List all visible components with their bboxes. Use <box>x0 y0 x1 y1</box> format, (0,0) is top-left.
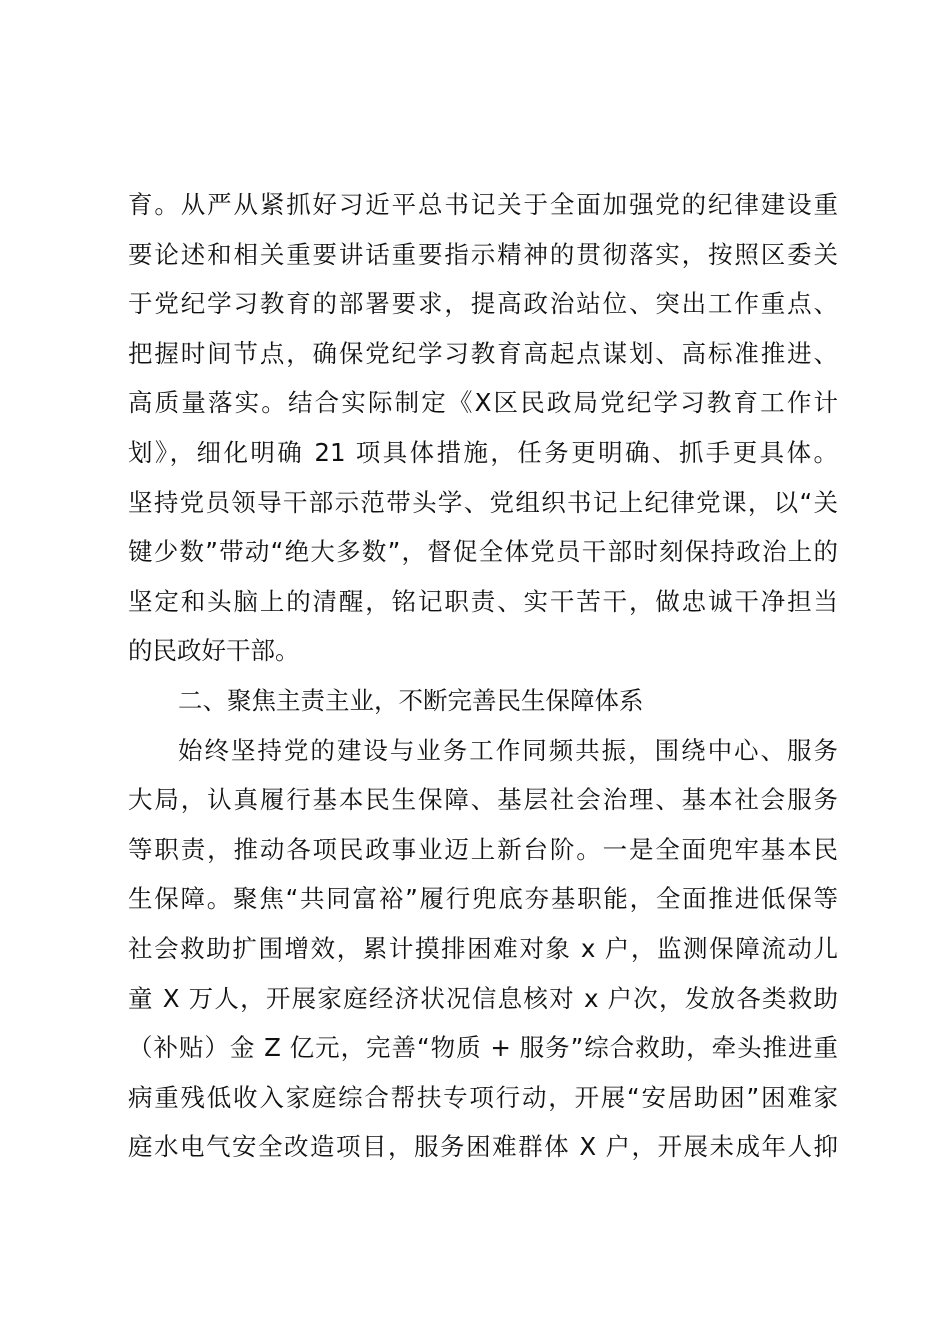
text-line-8: 键少数”带动“绝大多数”，督促全体党员干部时刻保持政治上的 <box>128 537 838 567</box>
text-line-17: 童 X 万人，开展家庭经济状况信息核对 x 户次，发放各类救助 <box>128 983 838 1013</box>
text-line-20: 庭水电气安全改造项目，服务困难群体 X 户，开展未成年人抑 <box>128 1132 838 1162</box>
text-line-14: 等职责，推动各项民政事业迈上新台阶。一是全面兜牢基本民 <box>128 834 838 864</box>
body-text <box>128 180 838 1172</box>
text-line-6: 划》，细化明确 21 项具体措施，任务更明确、抓手更具体。 <box>128 437 838 467</box>
text-line-5: 高质量落实。结合实际制定《X区民政局党纪学习教育工作计 <box>128 388 838 418</box>
text-line-10: 的民政好干部。 <box>128 636 300 666</box>
text-line-4: 把握时间节点，确保党纪学习教育高起点谋划、高标准推进、 <box>128 338 838 368</box>
text-line-1: 育。从严从紧抓好习近平总书记关于全面加强党的纪律建设重 <box>128 190 838 219</box>
section-heading: 二、聚焦主责主业，不断完善民生保障体系 <box>178 685 644 715</box>
text-line-12: 始终坚持党的建设与业务工作同频共振，围绕中心、服务 <box>178 735 838 765</box>
text-line-16: 社会救助扩围增效，累计摸排困难对象 x 户，监测保障流动儿 <box>128 933 838 963</box>
text-line-18: （补贴）金 Z 亿元，完善“物质 + 服务”综合救助，牵头推进重 <box>128 1033 838 1063</box>
text-line-2: 要论述和相关重要讲话重要指示精神的贯彻落实，按照区委关 <box>128 239 838 269</box>
text-line-19: 病重残低收入家庭综合帮扶专项行动，开展“安居助困”困难家 <box>128 1082 838 1112</box>
text-line-15: 生保障。聚焦“共同富裕”履行兜底夯基职能，全面推进低保等 <box>128 884 838 914</box>
text-line-9: 坚定和头脑上的清醒，铭记职责、实干苦干，做忠诚干净担当 <box>128 586 838 616</box>
text-line-7: 坚持党员领导干部示范带头学、党组织书记上纪律党课，以“关 <box>128 487 838 517</box>
text-line-13: 大局，认真履行基本民生保障、基层社会治理、基本社会服务 <box>128 785 838 815</box>
text-line-3: 于党纪学习教育的部署要求，提高政治站位、突出工作重点、 <box>128 289 838 319</box>
